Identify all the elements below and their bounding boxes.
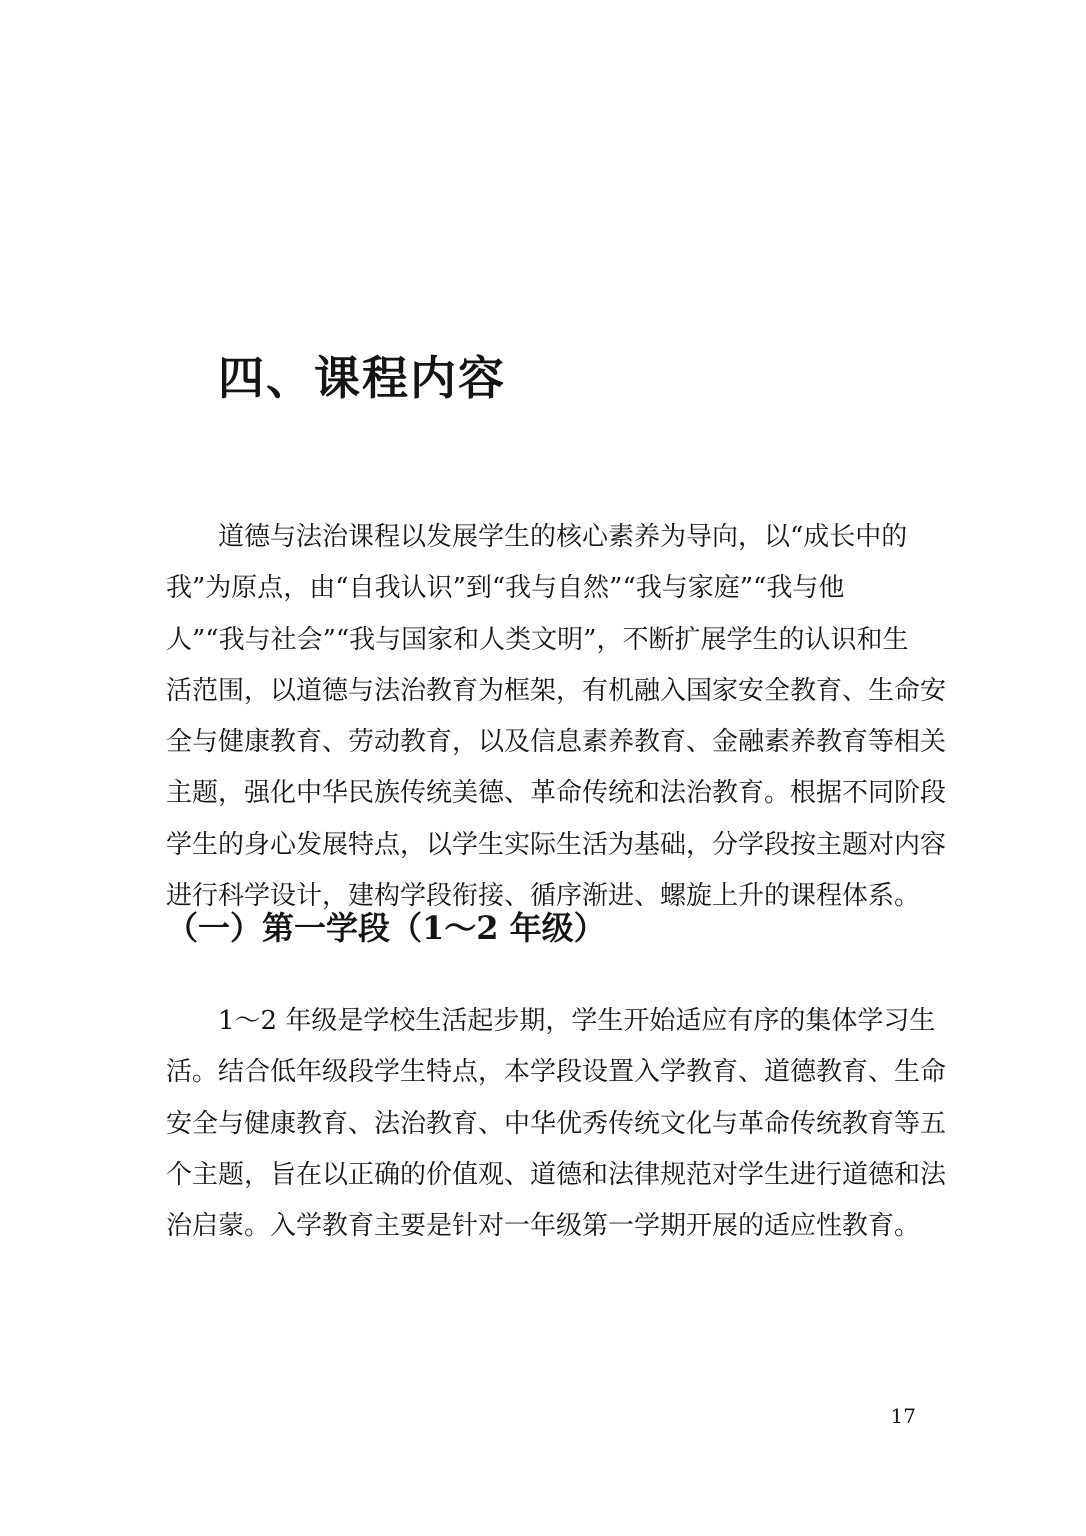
paragraph-line: 学生的身心发展特点，以学生实际生活为基础，分学段按主题对内容 bbox=[166, 829, 947, 860]
section-title: （一）第一学段（1～2 年级） bbox=[166, 909, 606, 947]
intro-paragraph bbox=[166, 512, 947, 922]
section-paragraph bbox=[166, 996, 947, 1252]
paragraph-line: 个主题，旨在以正确的价值观、道德和法律规范对学生进行道德和法 bbox=[166, 1159, 947, 1190]
page-number: 17 bbox=[890, 1404, 916, 1428]
paragraph-line: 进行科学设计，建构学段衔接、循序渐进、螺旋上升的课程体系。 bbox=[166, 881, 921, 912]
paragraph-line: 道德与法治课程以发展学生的核心素养为导向，以“成长中的 bbox=[218, 522, 908, 552]
paragraph-line: 活范围，以道德与法治教育为框架，有机融入国家安全教育、生命安 bbox=[166, 675, 947, 706]
paragraph-line: 治启蒙。入学教育主要是针对一年级第一学期开展的适应性教育。 bbox=[166, 1211, 921, 1242]
paragraph-line: 活。结合低年级段学生特点，本学段设置入学教育、道德教育、生命 bbox=[166, 1057, 947, 1088]
chapter-title: 四、课程内容 bbox=[218, 351, 506, 405]
paragraph-line: 人”“我与社会”“我与国家和人类文明”，不断扩展学生的认识和生 bbox=[166, 624, 909, 655]
paragraph-line: 全与健康教育、劳动教育，以及信息素养教育、金融素养教育等相关 bbox=[166, 727, 947, 758]
paragraph-line: 1～2 年级是学校生活起步期，学生开始适应有序的集体学习生 bbox=[218, 1006, 936, 1036]
paragraph-line: 我”为原点，由“自我认识”到“我与自然”“我与家庭”“我与他 bbox=[166, 573, 845, 604]
paragraph-line: 主题，强化中华民族传统美德、革命传统和法治教育。根据不同阶段 bbox=[166, 778, 947, 809]
paragraph-line: 安全与健康教育、法治教育、中华优秀传统文化与革命传统教育等五 bbox=[166, 1108, 947, 1139]
